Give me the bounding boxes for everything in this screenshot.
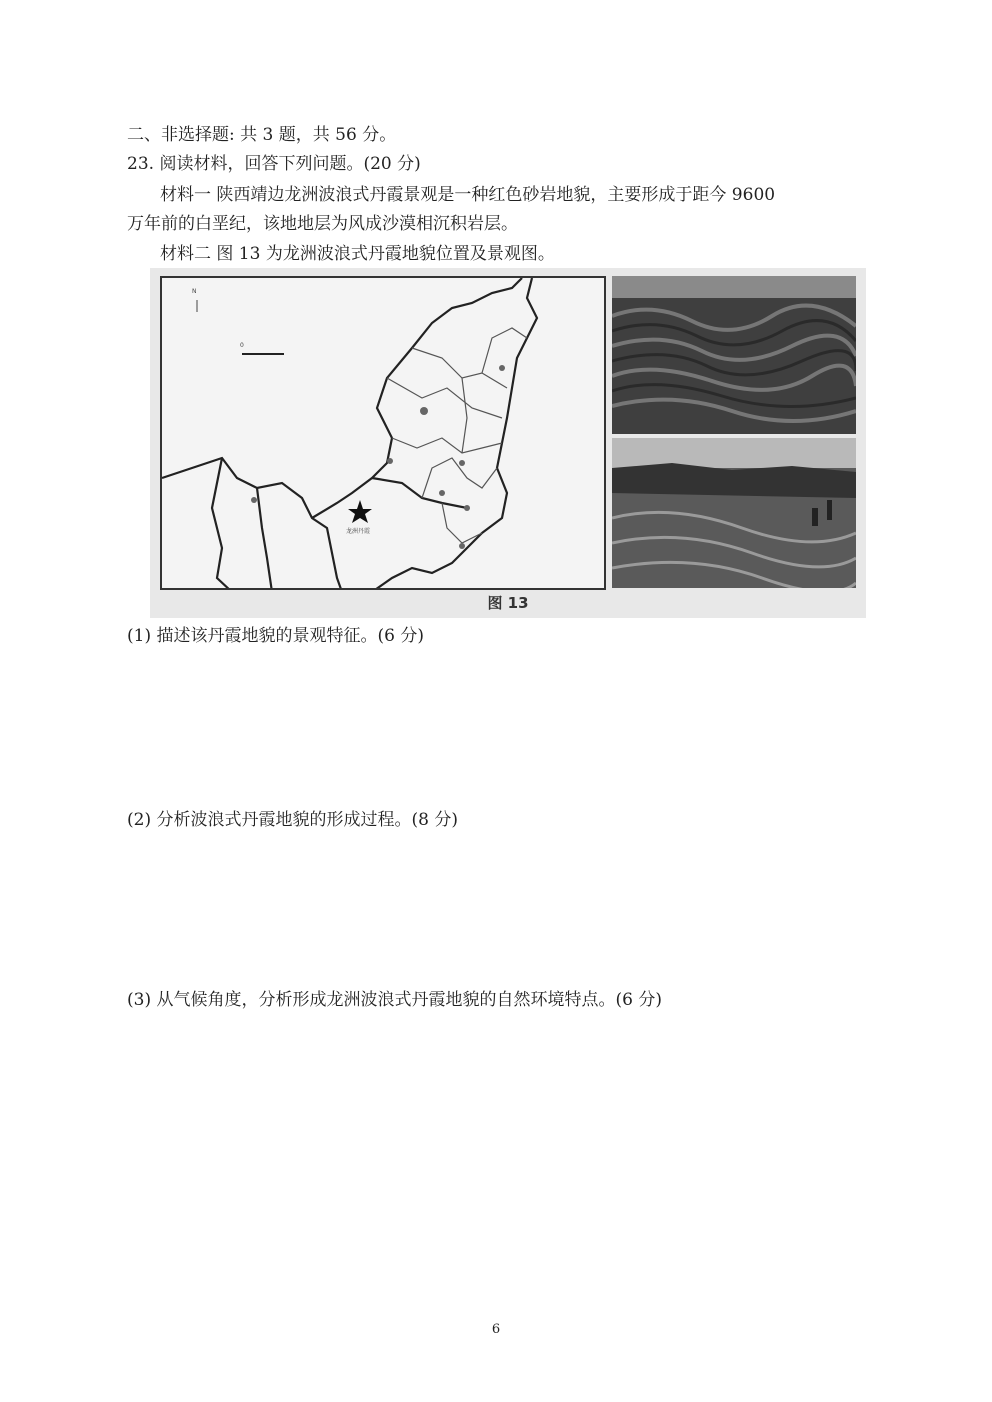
landscape-photo-bottom xyxy=(612,438,856,588)
question-title: 23. 阅读材料，回答下列问题。(20 分) xyxy=(127,154,421,174)
figure-caption: 图 13 xyxy=(487,594,529,612)
material-one-line-1: 材料一 陕西靖边龙洲波浪式丹霞景观是一种红色砂岩地貌，主要形成于距今 9600 xyxy=(160,185,776,205)
sub-question-2: (2) 分析波浪式丹霞地貌的形成过程。(8 分) xyxy=(127,810,458,830)
material-two: 材料二 图 13 为龙洲波浪式丹霞地貌位置及景观图。 xyxy=(160,244,555,264)
location-map xyxy=(160,276,606,590)
map-drawing xyxy=(162,278,606,590)
sub-question-3: (3) 从气候角度，分析形成龙洲波浪式丹霞地貌的自然环境特点。(6 分) xyxy=(127,990,662,1010)
location-star-icon xyxy=(348,500,372,523)
scale-zero: 0 xyxy=(240,342,244,349)
figure-13 xyxy=(150,268,866,618)
section-heading: 二、非选择题: 共 3 题，共 56 分。 xyxy=(127,125,397,145)
sub-question-1: (1) 描述该丹霞地貌的景观特征。(6 分) xyxy=(127,626,424,646)
material-one-line-2: 万年前的白垩纪，该地地层为风成沙漠相沉积岩层。 xyxy=(127,214,518,234)
star-label: 龙洲丹霞 xyxy=(346,528,371,535)
north-arrow: N xyxy=(192,288,197,295)
page-number: 6 xyxy=(491,1322,501,1337)
landscape-photo-top xyxy=(612,276,856,434)
